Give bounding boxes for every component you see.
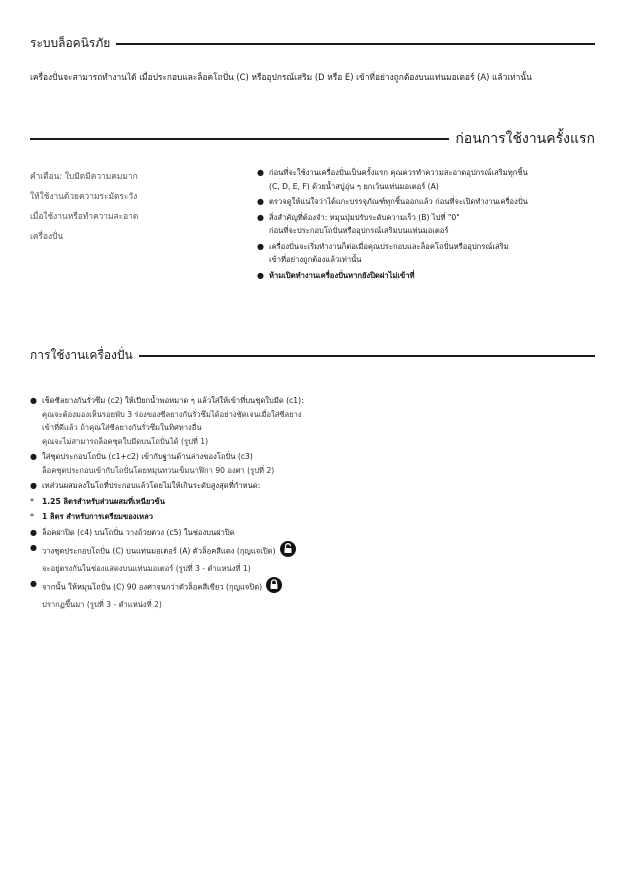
item-line: เข้าที่อย่างถูกต้องแล้วเท่านั้น bbox=[269, 255, 362, 264]
divider bbox=[30, 138, 449, 140]
bullet-icon: ● bbox=[30, 579, 37, 588]
list-item bbox=[30, 450, 450, 477]
item-line: ล็อคฝาปิด (c4) บนโถปั่น วางถ้วยตวง (c5) ในช่องบนฝาปิด bbox=[42, 527, 235, 537]
bullet-icon: ● bbox=[30, 396, 37, 405]
item-line: (C, D, E, F) ด้วยน้ำสบู่อุ่น ๆ ยกเว้นแท่นมอเตอร์ (A) bbox=[269, 181, 439, 191]
lock-closed-icon bbox=[266, 577, 282, 598]
star-icon: * bbox=[30, 512, 34, 521]
list-item bbox=[30, 526, 450, 540]
list-item bbox=[30, 394, 450, 448]
list-item bbox=[257, 240, 597, 267]
item-line: 1.25 ลิตรสำหรับส่วนผสมที่เหนียวข้น bbox=[42, 496, 165, 506]
list-item bbox=[30, 577, 450, 611]
list-item bbox=[257, 269, 597, 283]
usage-list bbox=[30, 394, 450, 613]
bullet-icon: ● bbox=[30, 481, 37, 490]
safety-text: เครื่องปั่นจะสามารถทำงานได้ เมื่อประกอบและล็อคโถปั่น (C) หรืออุปกรณ์เสริม (D หรือ E) เข้าที่อย่างถูกต้องบนแท่นมอเตอร์ (A) แล้วเท่านั้น bbox=[30, 72, 532, 82]
item-line: ปรากฏขึ้นมา (รูปที่ 3 - ตำแหน่งที่ 2) bbox=[42, 599, 162, 609]
bullet-icon: ● bbox=[257, 241, 264, 251]
item-line: สิ่งสำคัญที่ต้องจำ: หมุนปุ่มปรับระดับความเร็ว (B) ไปที่ "0" bbox=[269, 212, 460, 222]
usage-title: การใช้งานเครื่องปั่น bbox=[30, 348, 133, 362]
bullet-icon: ● bbox=[30, 527, 37, 537]
list-item bbox=[257, 166, 597, 193]
list-item bbox=[257, 195, 597, 209]
list-item bbox=[30, 479, 450, 493]
first-use-title: ก่อนการใช้งานครั้งแรก bbox=[455, 131, 595, 147]
item-line-with-icon bbox=[42, 541, 450, 562]
safety-section-header bbox=[30, 34, 595, 53]
item-line: ก่อนที่จะประกอบโถปั่นหรืออุปกรณ์เสริมบนแท่นมอเตอร์ bbox=[269, 226, 449, 235]
item-line: ก่อนที่จะใช้งานเครื่องปั่นเป็นครั้งแรก คุณควรทำความสะอาดอุปกรณ์เสริมทุกชิ้น bbox=[269, 168, 528, 177]
item-line: 1 ลิตร สำหรับการเตรียมของเหลว bbox=[42, 512, 154, 521]
item-line: เทส่วนผสมลงในโถที่ประกอบแล้วโดยไม่ให้เกินระดับสูงสุดที่กำหนด: bbox=[42, 481, 261, 490]
bullet-icon: ● bbox=[257, 212, 264, 222]
list-item bbox=[257, 211, 597, 238]
item-line: ล็อคชุดประกอบเข้ากับโถปั่นโดยหมุนทวนเข็มนาฬิกา 90 องศา (รูปที่ 2) bbox=[42, 465, 275, 475]
item-line: จะอยู่ตรงกันในช่องแสดงบนแท่นมอเตอร์ (รูปที่ 3 - ตำแหน่งที่ 1) bbox=[42, 563, 251, 573]
item-line: คุณจะไม่สามารถล็อคชุดใบมีดบนโถปั่นได้ (รูปที่ 1) bbox=[42, 436, 209, 446]
divider bbox=[139, 355, 595, 357]
item-line: ใส่ชุดประกอบโถปั่น (c1+c2) เข้ากับฐานด้านล่างของโถปั่น (c3) bbox=[42, 452, 253, 461]
usage-section-header bbox=[30, 346, 595, 365]
warning-line: เครื่องปั่น bbox=[30, 231, 64, 241]
item-line: เช็ดซีลยางกันรั่วซึม (c2) ให้เปียกน้ำพอหมาด ๆ แล้วใส่ให้เข้าที่บนชุดใบมีด (c1): bbox=[42, 396, 304, 405]
list-item bbox=[30, 495, 450, 509]
item-line: เครื่องปั่นจะเริ่มทำงานก็ต่อเมื่อคุณประกอบและล็อคโถปั่นหรืออุปกรณ์เสริม bbox=[269, 241, 509, 251]
list-item bbox=[30, 541, 450, 575]
safety-title: ระบบล็อคนิรภัย bbox=[30, 36, 111, 50]
lock-open-icon bbox=[280, 541, 296, 562]
item-line-with-icon bbox=[42, 577, 450, 598]
bullet-icon: ● bbox=[257, 197, 264, 206]
warning-line: เมื่อใช้งานหรือทำความสะอาด bbox=[30, 211, 139, 221]
bullet-icon: ● bbox=[30, 543, 37, 552]
item-text: วางชุดประกอบโถปั่น (C) บนแท่นมอเตอร์ (A) ตัวล็อคสีแดง (กุญแจเปิด) bbox=[42, 546, 276, 556]
warning-block bbox=[30, 166, 220, 246]
list-item bbox=[30, 510, 450, 524]
item-line: คุณจะต้องมองเห็นรอยพับ 3 ร่องของซีลยางกันรั่วซึมได้อย่างชัดเจนเมื่อใส่ซีลยาง bbox=[42, 409, 302, 419]
bullet-icon: ● bbox=[257, 168, 264, 177]
first-use-section-header bbox=[30, 128, 595, 150]
bullet-icon: ● bbox=[257, 270, 264, 280]
item-line: เข้าที่ดีแล้ว ถ้าคุณใส่ซีลยางกันรั่วซึมในทิศทางอื่น bbox=[42, 423, 202, 432]
warning-line: คำเตือน: ใบมีดมีความคมมาก bbox=[30, 171, 138, 181]
item-text: จากนั้น ให้หมุนโถปั่น (C) 90 องศาจนกว่าตัวล็อคสีเขียว (กุญแจปิด) bbox=[42, 582, 263, 592]
divider bbox=[116, 43, 595, 45]
item-line: ตรวจดูให้แน่ใจว่าได้แกะบรรจุภัณฑ์ทุกชิ้นออกแล้ว ก่อนที่จะเปิดทำงานเครื่องปั่น bbox=[269, 197, 528, 206]
item-line: ห้ามเปิดทำงานเครื่องปั่นหากยังปิดฝาไม่เข้าที่ bbox=[269, 270, 415, 280]
star-icon: * bbox=[30, 496, 34, 506]
warning-line: ให้ใช้งานด้วยความระมัดระวัง bbox=[30, 191, 138, 201]
bullet-icon: ● bbox=[30, 452, 37, 461]
first-use-list bbox=[257, 166, 597, 284]
